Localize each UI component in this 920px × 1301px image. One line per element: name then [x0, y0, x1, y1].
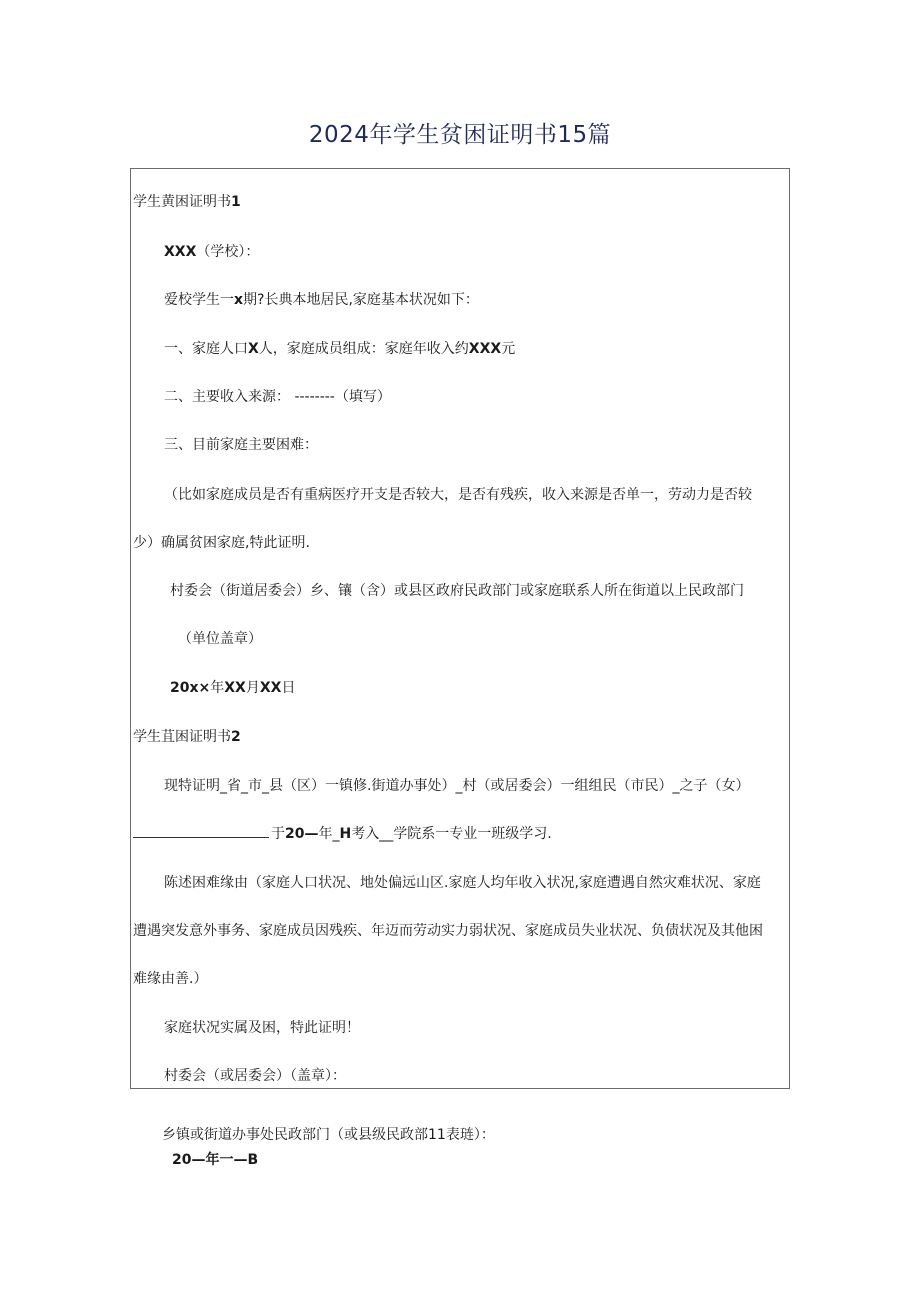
proof-line-1: 现特证明_省_市_县（区）一镇修.街道办事处）_村（或居委会）一组组民（市民）_之子（女）	[164, 778, 750, 794]
example-line-1: （比如家庭成员是否有重病医疗开支是否较大，是否有残疾，收入来源是否单一，劳动力是否较	[164, 487, 752, 503]
intro-part-a: 爱校学生一	[164, 292, 234, 308]
date-month: XX	[224, 680, 246, 696]
proof-line2-b: 20—	[285, 826, 319, 842]
section1-heading-number: 1	[231, 194, 241, 210]
item1-part-e: 元	[501, 341, 516, 357]
date-day: XX	[259, 680, 282, 696]
intro-part-c: 期?长典本地居民,家庭基本状况如下：	[243, 292, 479, 308]
reason-line-3: 难缘由善.）	[133, 971, 208, 987]
section2-heading	[133, 728, 241, 746]
reason-line-1: 陈述困难缘由（家庭人口状况、地处偏远山区.家庭人均年收入状况,家庭遭遇自然灾难状况、家庭	[164, 875, 761, 891]
proof-line2-d: H	[339, 826, 352, 842]
page-title: 2024年学生贫困证明书15篇	[308, 122, 612, 148]
section1-heading-text: 学生黄困证明书	[133, 194, 231, 210]
blank-underline	[133, 825, 269, 838]
proof-line2-e: 考入__学院系一专业一班级学习.	[351, 826, 552, 842]
township-line: 乡镇或街道办事处民政部门（或县级民政部11表琏）：	[162, 1127, 495, 1143]
section1-heading	[133, 193, 241, 211]
date-line-2: 20—年一—B	[172, 1152, 259, 1168]
confirm-line: 家庭状况实属及困，特此证明！	[164, 1020, 360, 1036]
section2-heading-number: 2	[231, 729, 241, 745]
section2-heading-text: 学生苴困证明书	[133, 729, 231, 745]
item1-part-d: XXX	[468, 341, 502, 357]
proof-line2-a: 于	[271, 826, 285, 842]
item1-part-c: 人，家庭成员组成：家庭年收入约	[258, 341, 469, 357]
addressee-line	[164, 243, 259, 261]
proof-line2-c: 年_	[318, 826, 340, 842]
item2-line: 二、主要收入来源： --------（填写）	[164, 389, 391, 405]
intro-line	[164, 291, 479, 309]
item1-part-a: 一、家庭人口	[164, 341, 248, 357]
addressee-rest: （学校）：	[196, 244, 260, 260]
seal-line: （单位盖章）	[178, 631, 262, 647]
intro-part-b: x	[234, 292, 244, 308]
date-year-unit: 年	[210, 680, 225, 696]
reason-line-2: 遭遇突发意外事务、家庭成员因残疾、年迈而劳动实力弱状况、家庭成员失业状况、负债状况及其他困	[133, 923, 763, 939]
date-year: 20x×	[170, 680, 211, 696]
item1-part-b: X	[248, 341, 259, 357]
issuer-line: 村委会（街道居委会）乡、镶（含）或县区政府民政部门或家庭联系人所在街道以上民政部门	[170, 583, 744, 599]
proof-line-2	[133, 825, 552, 843]
example-line-2: 少）确属贫困家庭,特此证明.	[133, 535, 310, 551]
item3-line: 三、目前家庭主要困难：	[164, 437, 318, 453]
date-month-unit: 月	[245, 680, 260, 696]
village-seal-line: 村委会（或居委会）（盖章）：	[164, 1068, 346, 1084]
addressee-name: XXX	[164, 244, 197, 260]
item1-line	[164, 340, 515, 358]
date-line-1	[170, 679, 295, 697]
date-day-unit: 日	[281, 680, 296, 696]
